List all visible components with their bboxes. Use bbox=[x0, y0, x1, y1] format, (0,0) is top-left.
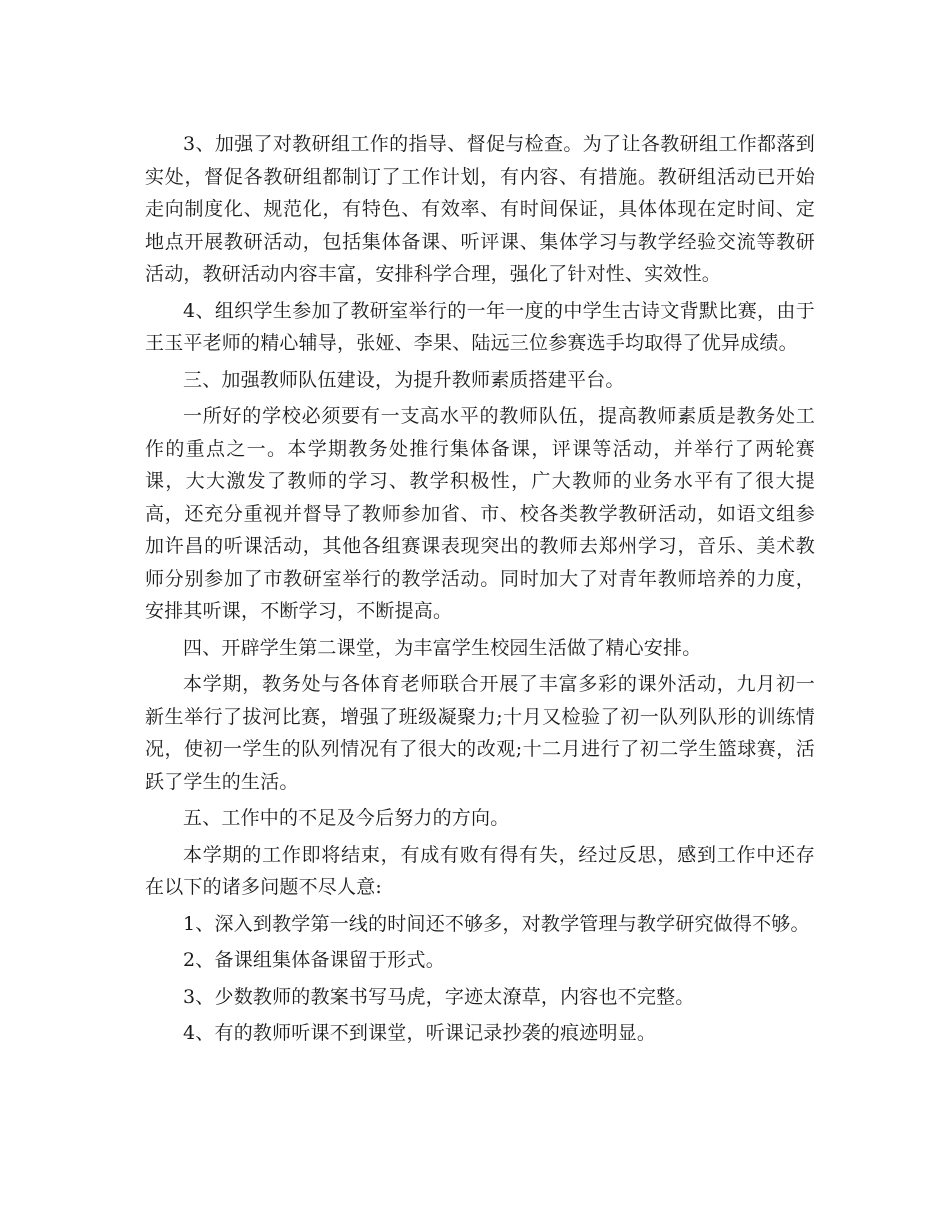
list-item-issue-4: 4、有的教师听课不到课堂，听课记录抄袭的痕迹明显。 bbox=[183, 1022, 657, 1044]
section-heading-teacher-team: 三、加强教师队伍建设，为提升教师素质搭建平台。 bbox=[183, 368, 625, 391]
paragraph-extracurricular-activities: 本学期，教务处与各体育老师联合开展了丰富多彩的课外活动，九月初一新生举行了拔河比赛，增强了班级凝聚力;十月又检验了初一队列队形的训练情况，使初一学生的队列情况有了很大的改观;十二月进行了初二学生篮球赛，活跃了学生的生活。 bbox=[145, 673, 815, 793]
list-item-issue-3: 3、少数教师的教案书写马虎，字迹太潦草，内容也不完整。 bbox=[183, 985, 695, 1008]
list-item-issue-2: 2、备课组集体备课留于形式。 bbox=[183, 949, 445, 971]
section-heading-second-classroom: 四、开辟学生第二课堂，为丰富学生校园生活做了精心安排。 bbox=[183, 636, 702, 659]
list-item-issue-1: 1、深入到教学第一线的时间还不够多，对教学管理与教学研究做得不够。 bbox=[183, 912, 810, 935]
section-heading-shortcomings: 五、工作中的不足及今后努力的方向。 bbox=[183, 807, 510, 829]
paragraph-teaching-research-guidance: 3、加强了对教研组工作的指导、督促与检查。为了让各教研组工作都落到实处，督促各教研组都制订了工作计划，有内容、有措施。教研组活动已开始走向制度化、规范化，有特色、有效率、有时间保证，具体体现在定时间、定地点开展教研活动，包括集体备课、听评课、集体学习与教学经验交流等教研活动，教研活动内容丰富，安排科学合理，强化了针对性、实效性。 bbox=[145, 133, 815, 285]
paragraph-teacher-quality: 一所好的学校必须要有一支高水平的教师队伍，提高教师素质是教务处工作的重点之一。本学期教务处推行集体备课，评课等活动，并举行了两轮赛课，大大激发了教师的学习、教学积极性，广大教师的业务水平有了很大提高，还充分重视并督导了教师参加省、市、校各类教学教研活动，如语文组参加许昌的听课活动，其他各组赛课表现突出的教师去郑州学习，音乐、美术教师分别参加了市教研室举行的教学活动。同时加大了对青年教师培养的力度，安排其听课，不断学习，不断提高。 bbox=[145, 405, 815, 622]
document-body bbox=[145, 128, 815, 1054]
paragraph-reflection: 本学期的工作即将结束，有成有败有得有失，经过反思，感到工作中还存在以下的诸多问题不尽人意: bbox=[145, 843, 815, 898]
paragraph-poetry-competition: 4、组织学生参加了教研室举行的一年一度的中学生古诗文背默比赛，由于王玉平老师的精心辅导，张娅、李果、陆远三位参赛选手均取得了优异成绩。 bbox=[145, 299, 815, 354]
